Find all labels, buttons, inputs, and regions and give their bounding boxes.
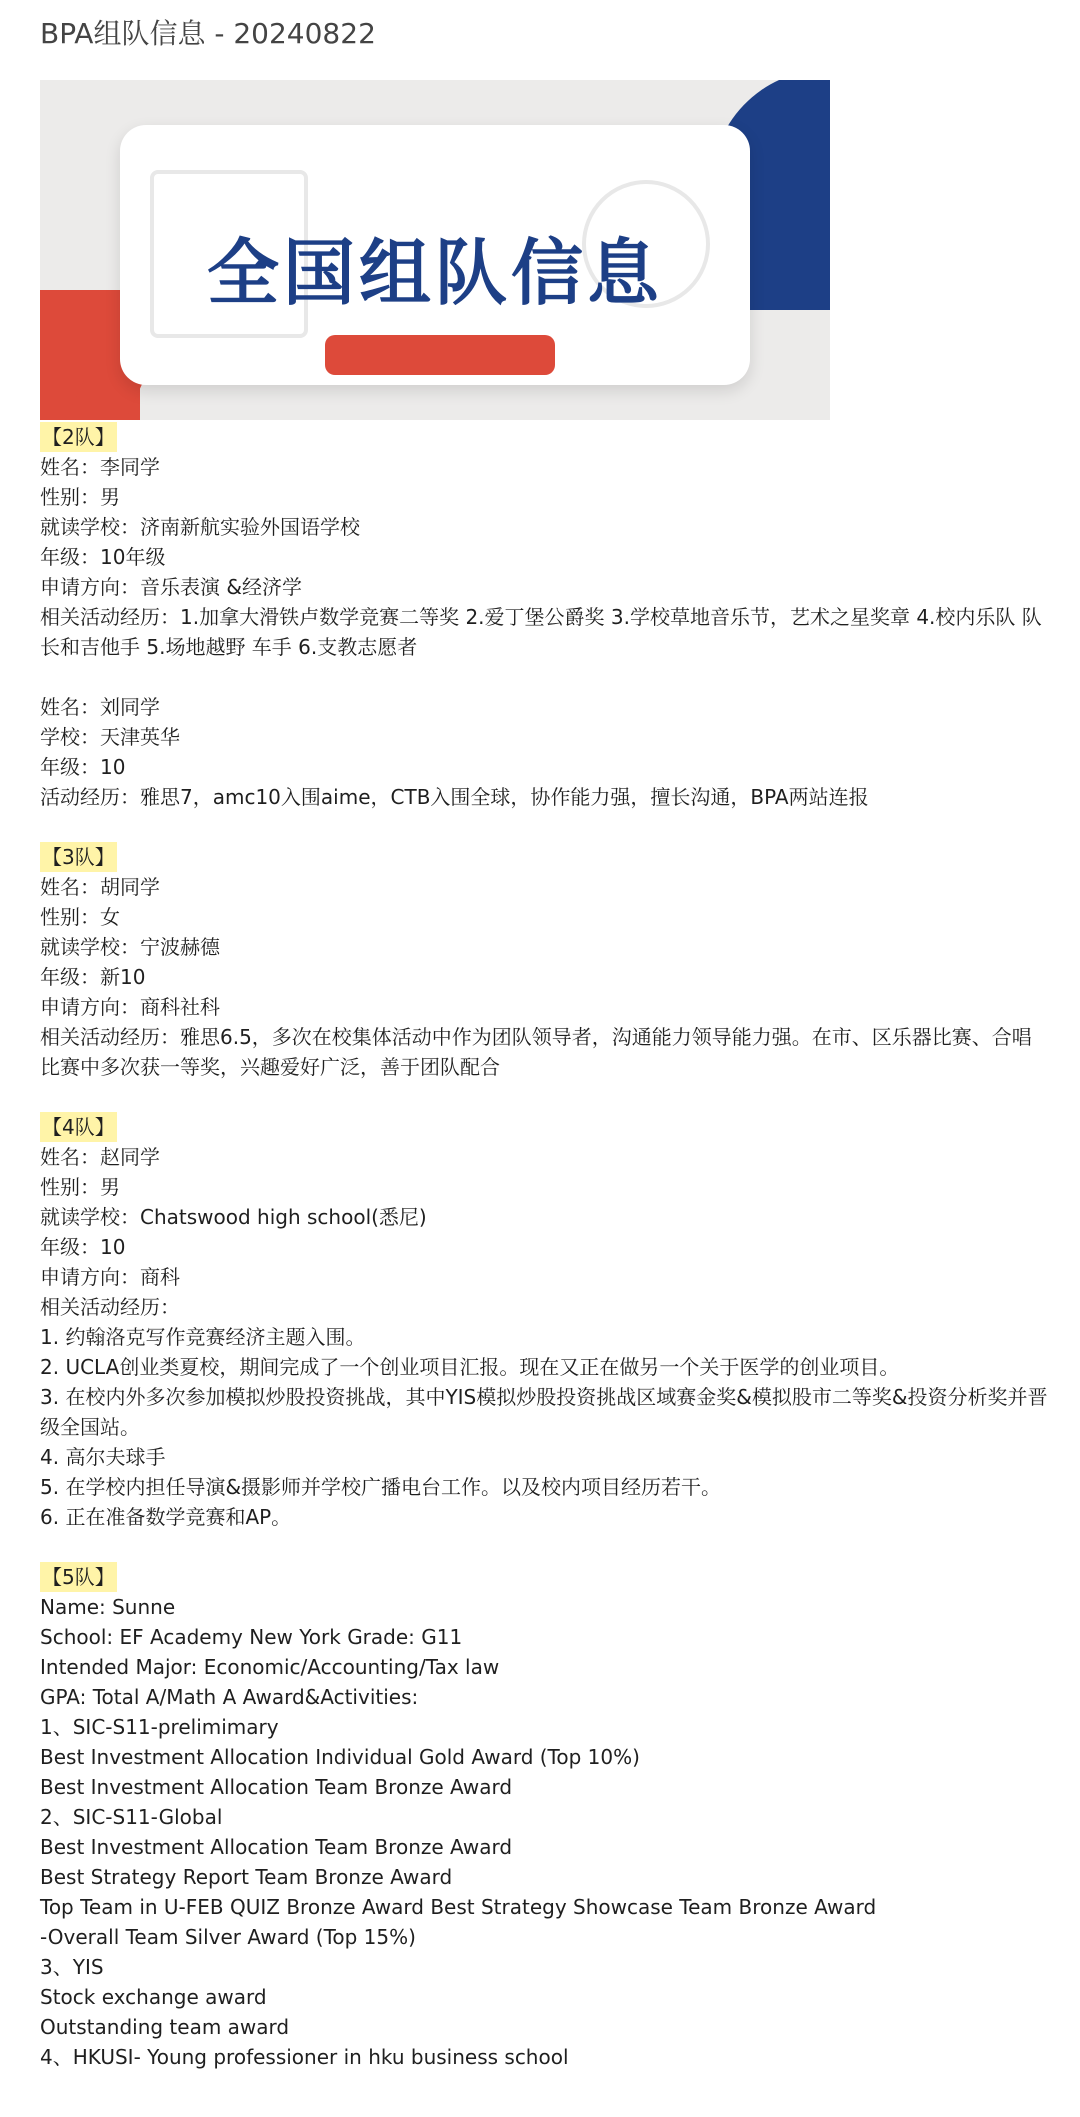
info-line: 姓名：李同学 xyxy=(40,455,160,479)
info-line: 相关活动经历： xyxy=(40,1295,180,1319)
info-line: 相关活动经历：1.加拿大滑铁卢数学竞赛二等奖 2.爱丁堡公爵奖 3.学校草地音乐节，艺术之星奖章 4.校内乐队 队长和吉他手 5.场地越野 车手 6.支教志愿者 xyxy=(40,605,1042,659)
info-line: 就读学校：Chatswood high school(悉尼) xyxy=(40,1205,427,1229)
member-info xyxy=(40,452,1050,662)
info-line: Top Team in U-FEB QUIZ Bronze Award Best Strategy Showcase Team Bronze Award xyxy=(40,1895,877,1919)
spacer xyxy=(40,662,1050,692)
team-block xyxy=(40,1562,1050,2072)
info-line: 活动经历：雅思7，amc10入围aime，CTB入围全球，协作能力强，擅长沟通，BPA两站连报 xyxy=(40,785,869,809)
info-line: -Overall Team Silver Award (Top 15%) xyxy=(40,1925,416,1949)
info-line: 姓名：胡同学 xyxy=(40,875,160,899)
info-line: 3、YIS xyxy=(40,1955,104,1979)
info-line: Name: Sunne xyxy=(40,1595,176,1619)
team-tag: 【3队】 xyxy=(40,842,117,872)
info-line: 就读学校：宁波赫德 xyxy=(40,935,220,959)
info-line: 年级：10 xyxy=(40,755,126,779)
info-line: Best Investment Allocation Team Bronze Award xyxy=(40,1835,513,1859)
info-line: 5. 在学校内担任导演&摄影师并学校广播电台工作。以及校内项目经历若干。 xyxy=(40,1475,722,1499)
info-line: 1、SIC-S11-prelimimary xyxy=(40,1715,279,1739)
spacer xyxy=(40,812,1050,842)
info-line: 申请方向：音乐表演 &经济学 xyxy=(40,575,302,599)
info-line: 性别：男 xyxy=(40,485,120,509)
team-tag: 【4队】 xyxy=(40,1112,117,1142)
info-line: GPA: Total A/Math A Award&Activities: xyxy=(40,1685,419,1709)
team-list xyxy=(40,422,1050,2072)
info-line: 申请方向：商科社科 xyxy=(40,995,220,1019)
info-line: 4、HKUSI- Young professioner in hku business school xyxy=(40,2045,569,2069)
info-line: 就读学校：济南新航实验外国语学校 xyxy=(40,515,360,539)
member-info xyxy=(40,872,1050,1082)
info-line: 姓名：赵同学 xyxy=(40,1145,160,1169)
info-line: 相关活动经历：雅思6.5，多次在校集体活动中作为团队领导者，沟通能力领导能力强。在市、区乐器比赛、合唱比赛中多次获一等奖，兴趣爱好广泛，善于团队配合 xyxy=(40,1025,1032,1079)
banner-title: 全国组队信息 xyxy=(206,231,663,315)
member-info xyxy=(40,1592,1050,2072)
banner-red-bar xyxy=(325,335,555,375)
banner-image xyxy=(40,80,830,420)
info-line: 2. UCLA创业类夏校，期间完成了一个创业项目汇报。现在又正在做另一个关于医学的创业项目。 xyxy=(40,1355,900,1379)
info-line: 年级：10 xyxy=(40,1235,126,1259)
team-tag: 【2队】 xyxy=(40,422,117,452)
team-block xyxy=(40,422,1050,812)
info-line: Outstanding team award xyxy=(40,2015,290,2039)
team-tag: 【5队】 xyxy=(40,1562,117,1592)
info-line: 2、SIC-S11-Global xyxy=(40,1805,223,1829)
info-line: School: EF Academy New York Grade: G11 xyxy=(40,1625,463,1649)
info-line: 申请方向：商科 xyxy=(40,1265,180,1289)
info-line: 6. 正在准备数学竞赛和AP。 xyxy=(40,1505,292,1529)
spacer xyxy=(40,1082,1050,1112)
info-line: Intended Major: Economic/Accounting/Tax law xyxy=(40,1655,500,1679)
info-line: Best Investment Allocation Team Bronze Award xyxy=(40,1775,513,1799)
info-line: 姓名：刘同学 xyxy=(40,695,160,719)
info-line: Best Strategy Report Team Bronze Award xyxy=(40,1865,453,1889)
info-line: 年级：10年级 xyxy=(40,545,166,569)
spacer xyxy=(40,1532,1050,1562)
banner-card xyxy=(120,125,750,385)
info-line: 3. 在校内外多次参加模拟炒股投资挑战，其中YIS模拟炒股投资挑战区域赛金奖&模拟股市二等奖&投资分析奖并晋级全国站。 xyxy=(40,1385,1048,1439)
info-line: 性别：男 xyxy=(40,1175,120,1199)
info-line: 学校：天津英华 xyxy=(40,725,180,749)
info-line: Stock exchange award xyxy=(40,1985,267,2009)
info-line: 性别：女 xyxy=(40,905,120,929)
member-info xyxy=(40,1142,1050,1532)
team-block xyxy=(40,842,1050,1082)
info-line: 1. 约翰洛克写作竞赛经济主题入围。 xyxy=(40,1325,366,1349)
info-line: 4. 高尔夫球手 xyxy=(40,1445,166,1469)
document-title: BPA组队信息 - 20240822 xyxy=(40,17,376,50)
member-info xyxy=(40,692,1050,812)
team-block xyxy=(40,1112,1050,1532)
info-line: Best Investment Allocation Individual Gold Award (Top 10%) xyxy=(40,1745,640,1769)
info-line: 年级：新10 xyxy=(40,965,146,989)
